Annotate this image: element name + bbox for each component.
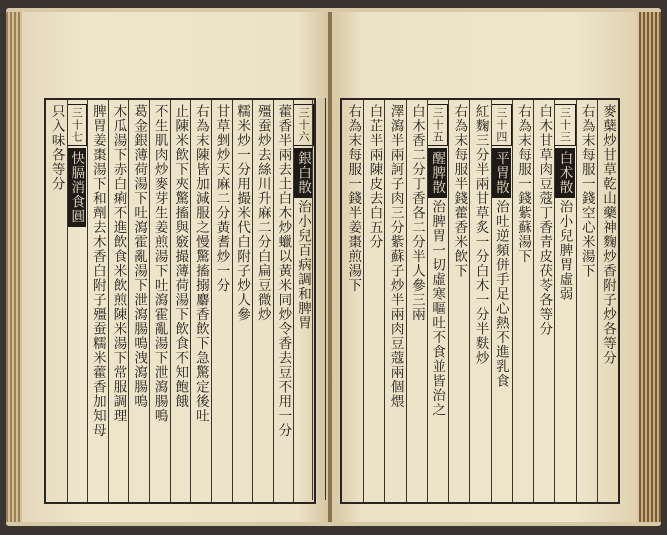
- column-text: 白芷半兩陳皮去白五分: [366, 104, 383, 249]
- column-text: 殭蚕炒去絲川升麻二分白扁豆微炒: [254, 104, 271, 322]
- recipe-number: 三十七: [67, 104, 88, 146]
- column-text: 甘草剉炒天麻二分黃耆炒一分: [213, 104, 230, 293]
- right-page-edges: [639, 12, 661, 522]
- column-text: 脾胃姜棗湯下和劑去木香白附子殭蚕糯米藿香加知母: [89, 104, 106, 438]
- text-column: [384, 100, 405, 502]
- column-text: 木瓜湯下赤白痢不進飲食米飲煎陳米湯下常服調理: [110, 104, 127, 423]
- column-text: 不生肌肉炒麥芽生姜煎湯下吐瀉霍亂湯下泄瀉腸鳴: [151, 104, 168, 423]
- text-column: [232, 100, 253, 502]
- text-column: [252, 100, 273, 502]
- text-column: [427, 100, 448, 502]
- left-text-frame: [44, 98, 316, 504]
- column-text: 藿香半兩去土白木炒蠟以黃米同炒令香去豆不用一分: [275, 104, 292, 438]
- text-column: [128, 100, 149, 502]
- column-text: 只入味各等分: [48, 104, 65, 191]
- recipe-title: 快膈消食圓: [67, 148, 87, 227]
- text-column: [108, 100, 129, 502]
- recipe-number: 三十六: [293, 104, 314, 146]
- text-column: [512, 100, 533, 502]
- recipe-title: 平胃散: [491, 148, 511, 198]
- text-column: [597, 100, 618, 502]
- column-text: 治脾胃一切虛寒嘔吐不食並皆治之: [429, 199, 446, 417]
- text-column: [87, 100, 108, 502]
- column-text: 止陳米飲下夾驚搐與竅撮薄荷湯下飲食不知飽餓: [172, 104, 189, 409]
- text-column: [533, 100, 554, 502]
- column-text: 右為末陳皆加減服之慢驚搐搦麝香飲下急驚定後吐: [192, 104, 209, 423]
- recipe-title: 白术散: [555, 148, 575, 198]
- text-column: [554, 100, 575, 502]
- recipe-number: 三十五: [427, 104, 448, 146]
- text-column: [342, 100, 363, 502]
- text-column: [293, 100, 314, 502]
- column-text: 澤瀉半兩訶子肉三分紫蘇子炒半兩肉豆蔻兩個煨: [387, 104, 404, 409]
- left-page: [22, 12, 329, 522]
- text-column: [448, 100, 469, 502]
- column-text: 葛金銀薄荷湯下吐瀉霍亂湯下泄瀉腸鳴洩瀉腸鳴: [131, 104, 148, 409]
- column-text: 右為末每服一錢紫蘇湯下: [515, 104, 532, 264]
- column-text: 白木香二分丁香各二分半人參三兩: [408, 104, 425, 322]
- text-column: [469, 100, 490, 502]
- right-page: [332, 12, 637, 522]
- text-column: [67, 100, 88, 502]
- column-text: 白木甘草肉豆蔻丁香青皮茯苓各等分: [536, 104, 553, 336]
- book: [6, 8, 661, 526]
- text-column: [149, 100, 170, 502]
- recipe-title: 銀白散: [293, 148, 313, 198]
- column-text: 右為末每服一錢半姜棗煎湯下: [345, 104, 362, 293]
- text-column: [273, 100, 294, 502]
- left-fold-margin: [312, 98, 326, 500]
- column-text: 麥蘖炒甘草乾山藥神麴炒香附子炒各等分: [599, 104, 616, 365]
- text-column: [363, 100, 384, 502]
- column-text: 右為末每服半錢藿香米飲下: [451, 104, 468, 278]
- text-column: [576, 100, 597, 502]
- text-column: [190, 100, 211, 502]
- recipe-number: 三十三: [554, 104, 575, 146]
- text-column: [491, 100, 512, 502]
- text-column: [211, 100, 232, 502]
- column-text: 治小兒百病調和脾胃: [294, 199, 311, 330]
- text-column: [170, 100, 191, 502]
- text-column: [46, 100, 67, 502]
- right-text-frame: [340, 98, 620, 504]
- column-text: 治小兒脾胃虛弱: [556, 199, 573, 301]
- recipe-title: 醒脾散: [427, 148, 447, 198]
- text-column: [406, 100, 427, 502]
- column-text: 糯米炒一分用撮米代白附子炒人參: [234, 104, 251, 322]
- column-text: 紅麴三分半兩甘草炙一分白木一分半麩炒: [472, 104, 489, 365]
- column-text: 治吐逆頻併手足心熱不進乳食: [492, 199, 509, 388]
- recipe-number: 三十四: [491, 104, 512, 146]
- column-text: 右為末每服一錢空心米湯下: [578, 104, 595, 278]
